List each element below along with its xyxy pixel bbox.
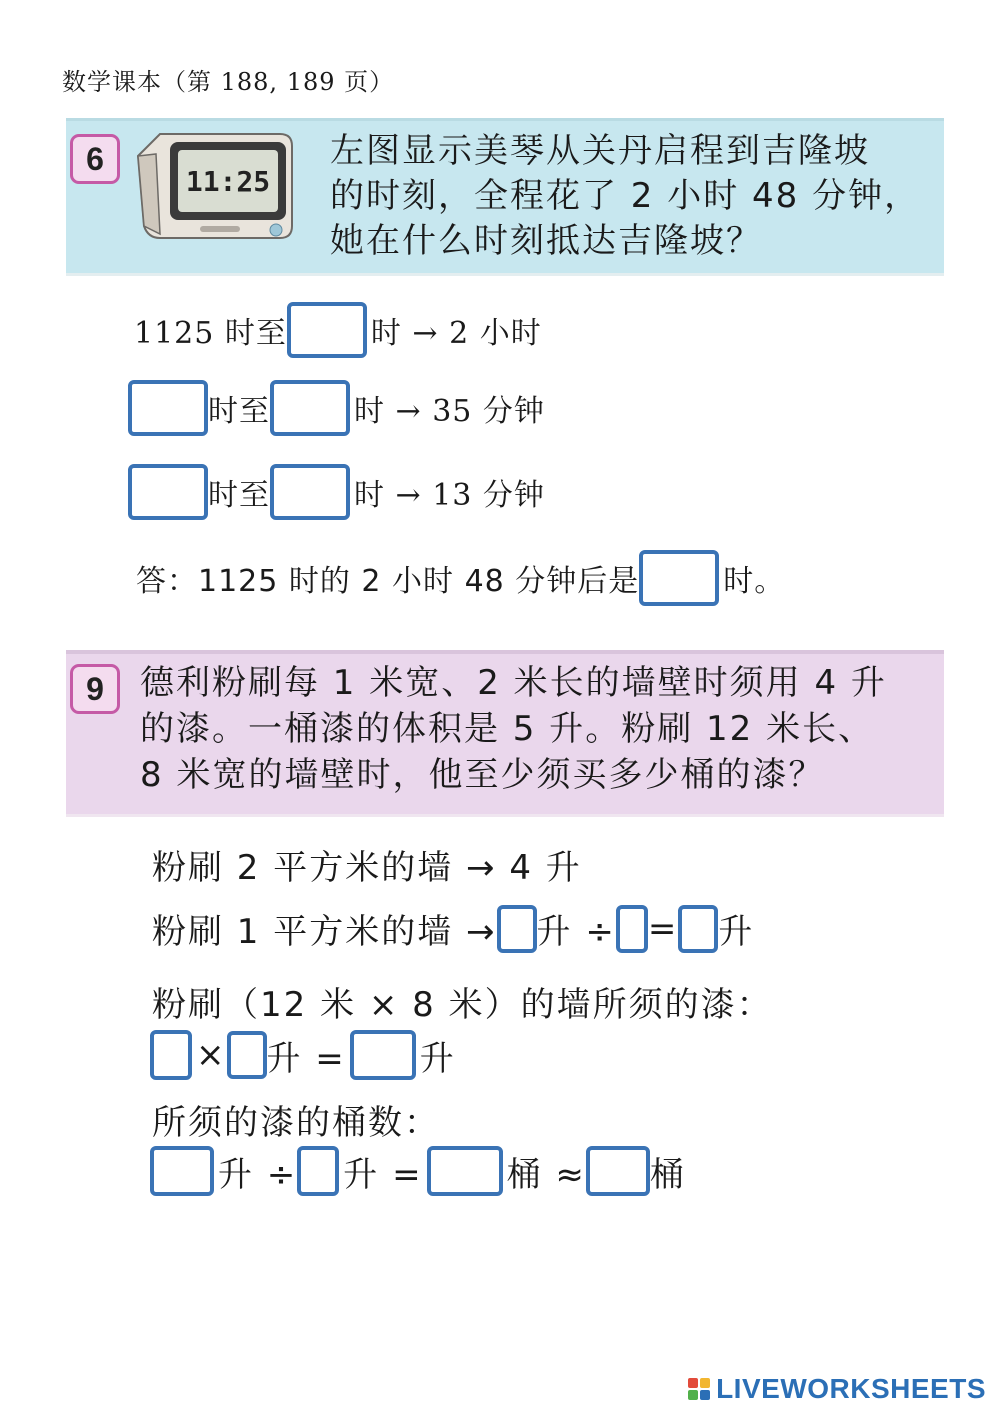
q9-step6-can-volume-input[interactable] <box>297 1146 339 1196</box>
q9-step-3: 粉刷（12 米 × 8 米）的墙所须的漆： <box>152 984 773 1025</box>
q6-answer-input[interactable] <box>639 550 719 606</box>
q9-step-2: 粉刷 1 平方米的墙 → 升 ÷ = 升 <box>152 904 754 953</box>
question-6-line-1: 左图显示美琴从关丹启程到吉隆坡 <box>330 131 870 171</box>
q9-step-5: 所须的漆的桶数： <box>152 1102 440 1143</box>
question-6-number: 6 <box>70 134 120 184</box>
q9-step2-litres-input[interactable] <box>497 905 537 953</box>
digital-clock-image <box>130 126 300 246</box>
q6-step-3: 时至 时 → 13 分钟 <box>128 464 545 520</box>
q9-step6-cans-exact-input[interactable] <box>427 1146 503 1196</box>
q9-step-4: × 升 = 升 <box>150 1030 456 1080</box>
clock-time-display: 11:25 <box>185 165 271 198</box>
q9-step2-divisor-input[interactable] <box>616 905 648 953</box>
q6-step-2: 时至 时 → 35 分钟 <box>128 380 545 436</box>
q6-step1-end-input[interactable] <box>287 302 367 358</box>
q9-step4-total-input[interactable] <box>350 1030 416 1080</box>
liveworksheets-logo-icon <box>688 1378 710 1400</box>
q6-step3-start-input[interactable] <box>128 464 208 520</box>
question-9-line-2: 的漆。一桶漆的体积是 5 升。粉刷 12 米长、 <box>140 709 875 749</box>
q6-step-1: 1125 时至 时 → 2 小时 <box>134 302 542 358</box>
q6-step2-start-input[interactable] <box>128 380 208 436</box>
liveworksheets-logo: LIVEWORKSHEETS <box>688 1373 986 1405</box>
q9-step6-cans-rounded-input[interactable] <box>586 1146 650 1196</box>
question-9-line-3: 8 米宽的墙壁时，他至少须买多少桶的漆？ <box>140 755 825 795</box>
q9-step4-litres-input[interactable] <box>227 1031 267 1079</box>
q9-step-6: 升 ÷ 升 = 桶 ≈ 桶 <box>150 1146 686 1196</box>
q9-step4-area-input[interactable] <box>150 1030 192 1080</box>
q6-step3-end-input[interactable] <box>270 464 350 520</box>
question-6-line-3: 她在什么时刻抵达吉隆坡？ <box>330 221 762 261</box>
q9-step2-result-input[interactable] <box>678 905 718 953</box>
q9-step-1: 粉刷 2 平方米的墙 → 4 升 <box>152 847 582 888</box>
q9-step6-total-litres-input[interactable] <box>150 1146 214 1196</box>
question-9-line-1: 德利粉刷每 1 米宽、2 米长的墙壁时须用 4 升 <box>140 663 887 703</box>
q6-step2-end-input[interactable] <box>270 380 350 436</box>
q6-answer: 答：1125 时的 2 小时 48 分钟后是 时。 <box>136 550 785 606</box>
page-header: 数学课本（第 188, 189 页） <box>62 68 395 96</box>
question-6-line-2: 的时刻，全程花了 2 小时 48 分钟， <box>330 176 921 216</box>
question-9-number: 9 <box>70 664 120 714</box>
